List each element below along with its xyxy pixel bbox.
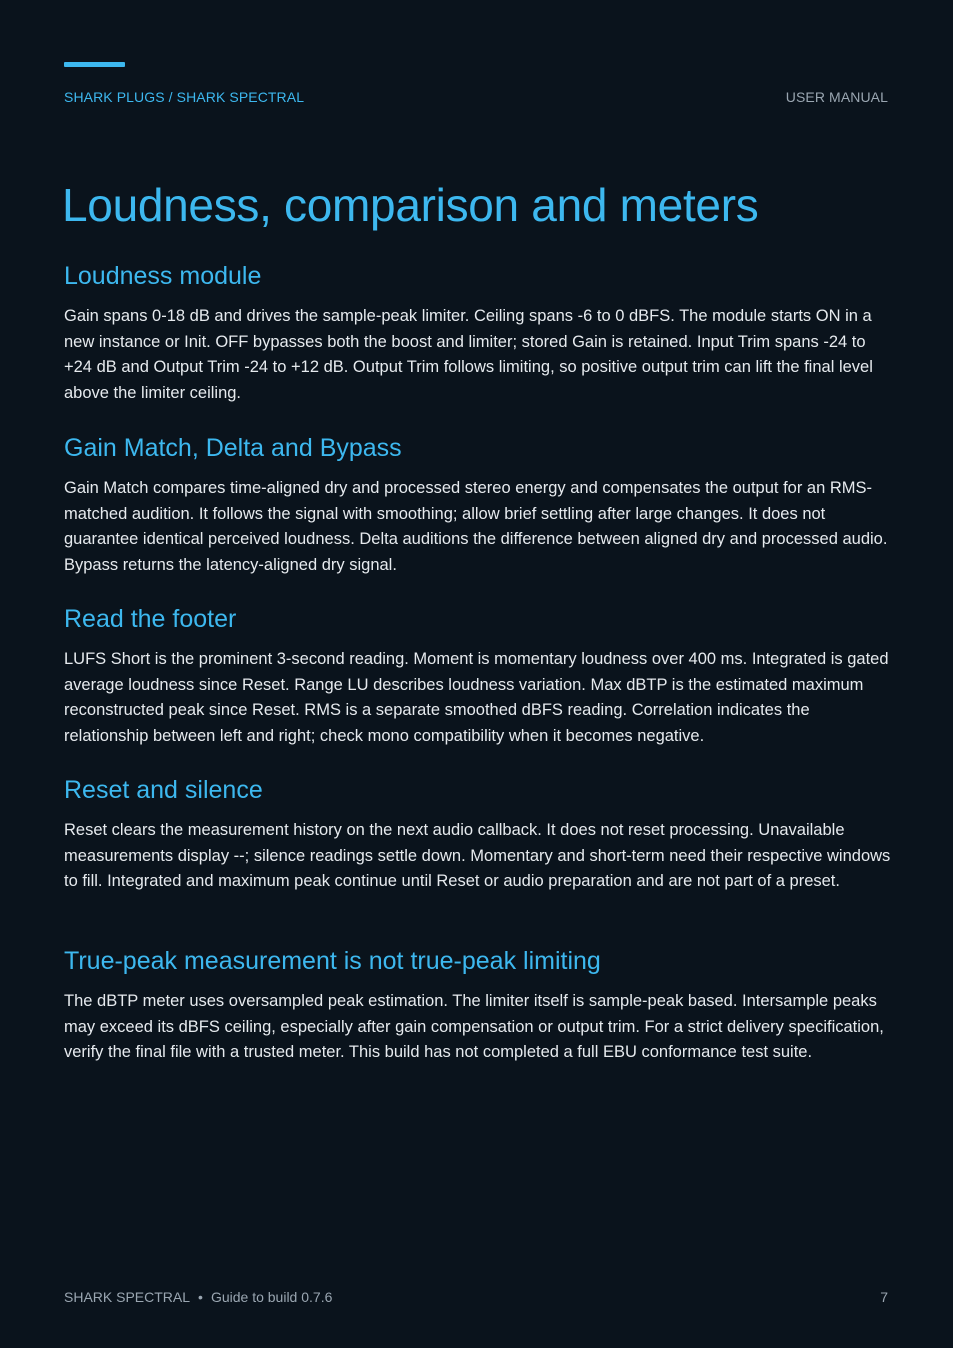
breadcrumb: SHARK PLUGS / SHARK SPECTRAL [64,89,305,105]
page-title: Loudness, comparison and meters [62,179,759,231]
footer-guide: Guide to build 0.7.6 [210,1289,333,1305]
section-heading: Loudness module [64,262,262,290]
section-body: LUFS Short is the prominent 3-second reading. Moment is momentary loudness over 400 ms. Integrated is gated average loudness since Reset. Range LU describes loudness variation. Max dBTP is the estimated maximum reconstructed peak since Reset. RMS is a separate smoothed dBFS reading. Correlation indicates the relationship between left and right; check mono compatibility when it becomes negative. [64,650,889,745]
section-loudness-module [64,262,894,406]
section-body: The dBTP meter uses oversampled peak estimation. The limiter itself is sample-peak based. Intersample peaks may exceed its dBFS ceiling, especially after gain compensation or output trim. For a strict delivery specification, verify the final file with a trusted meter. This build has not completed a full EBU conformance test suite. [64,992,884,1062]
footer-info [64,1289,332,1305]
page-number: 7 [880,1289,888,1305]
page-footer [64,1289,888,1305]
section-read-footer [64,605,894,749]
section-body: Gain Match compares time-aligned dry and processed stereo energy and compensates the output for an RMS-matched audition. It follows the signal with smoothing; allow brief settling after large changes. It does not guarantee identical perceived loudness. Delta auditions the difference between aligned dry and processed audio. Bypass returns the latency-aligned dry signal. [64,479,888,574]
footer-separator: • [198,1289,203,1305]
section-reset-silence [64,776,894,895]
footer-product: SHARK SPECTRAL [64,1289,191,1305]
accent-bar [64,62,125,67]
section-heading: Read the footer [64,605,237,633]
page-header [64,89,888,105]
section-gain-match [64,434,894,578]
section-heading: Reset and silence [64,776,263,804]
section-body: Reset clears the measurement history on the next audio callback. It does not reset processing. Unavailable measurements display --; silence readings settle down. Momentary and short-term need their respective windows to fill. Integrated and maximum peak continue until Reset or audio preparation and are not part of a preset. [64,821,891,891]
section-body: Gain spans 0-18 dB and drives the sample-peak limiter. Ceiling spans -6 to 0 dBFS. The module starts ON in a new instance or Init. OFF bypasses both the boost and limiter; stored Gain is retained. Input Trim spans -24 to +24 dB and Output Trim -24 to +12 dB. Output Trim follows limiting, so positive output trim can lift the final level above the limiter ceiling. [64,307,873,402]
section-true-peak [64,947,894,1066]
section-heading: True-peak measurement is not true-peak limiting [64,947,601,975]
doc-type-label: USER MANUAL [785,89,888,105]
section-heading: Gain Match, Delta and Bypass [64,434,402,462]
